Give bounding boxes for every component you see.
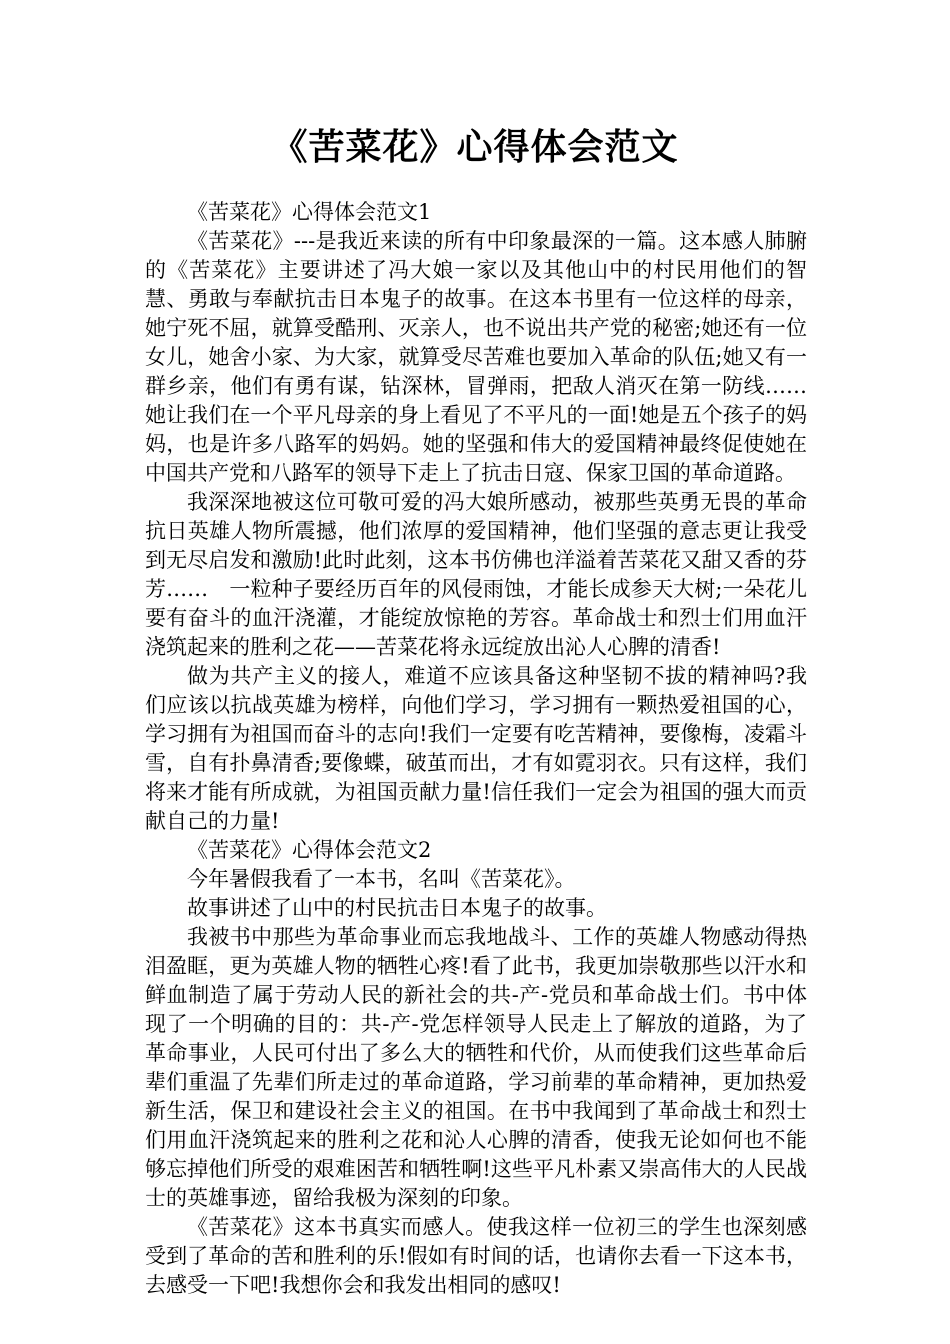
body-paragraph: 今年暑假我看了一本书，名叫《苦菜花》。 [187,867,576,891]
page-title: 《苦菜花》心得体会范文 [271,127,679,168]
body-paragraph: 故事讲述了山中的村民抗击日本鬼子的故事。 [187,896,607,920]
body-paragraph: 我被书中那些为革命事业而忘我地战斗、工作的英雄人物感动得热泪盈眶，更为英雄人物的牺牲心疼!看了此书，我更加崇敬那些以汗水和鲜血制造了属于劳动人民的新社会的共-产-党员和革命战士们。书中体现了一个明确的目的：共-产-党怎样领导人民走上了解放的道路，为了革命事业，人民可付出了多么大的牺牲和代价，从而使我们这些革命后辈们重温了先辈们所走过的革命道路，学习前辈的革命精神，更加热爱新生活，保卫和建设社会主义的祖国。在书中我闻到了革命战士和烈士们用血汗浇筑起来的胜利之花和沁人心脾的清香，使我无论如何也不能够忘掉他们所受的艰难困苦和牺牲啊!这些平凡朴素又崇高伟大的人民战士的英雄事迹，留给我极为深刻的印象。 [145,925,807,1210]
body-paragraph: 《苦菜花》这本书真实而感人。使我这样一位初三的学生也深刻感受到了革命的苦和胜利的乐!假如有时间的话，也请你去看一下这本书，去感受一下吧!我想你会和我发出相同的感叹! [145,1215,807,1297]
section-heading-1: 《苦菜花》心得体会范文1 [187,200,432,224]
body-paragraph: 做为共产主义的接人，难道不应该具备这种坚韧不拔的精神吗?我们应该以抗战英雄为榜样，向他们学习，学习拥有一颗热爱祖国的心，学习拥有为祖国而奋斗的志向!我们一定要有吃苦精神，要像梅，凌霜斗雪，自有扑鼻清香;要像蝶，破茧而出，才有如霓羽衣。只有这样，我们将来才能有所成就，为祖国贡献力量!信任我们一定会为祖国的强大而贡献自己的力量! [145,664,807,833]
body-paragraph: 《苦菜花》---是我近来读的所有中印象最深的一篇。这本感人肺腑的《苦菜花》主要讲述了冯大娘一家以及其他山中的村民用他们的智慧、勇敢与奉献抗击日本鬼子的故事。在这本书里有一位这样的母亲，她宁死不屈，就算受酷刑、灭亲人，也不说出共产党的秘密;她还有一位女儿，她舍小家、为大家，就算受尽苦难也要加入革命的队伍;她又有一群乡亲，他们有勇有谋，钻深林，冒弹雨，把敌人消灭在第一防线……她让我们在一个平凡母亲的身上看见了不平凡的一面!她是五个孩子的妈妈，也是许多八路军的妈妈。她的坚强和伟大的爱国精神最终促使她在中国共产党和八路军的领导下走上了抗击日寇、保家卫国的革命道路。 [145,229,807,485]
body-paragraph: 我深深地被这位可敬可爱的冯大娘所感动，被那些英勇无畏的革命抗日英雄人物所震撼，他们浓厚的爱国精神，他们坚强的意志更让我受到无尽启发和激励!此时此刻，这本书仿佛也洋溢着苦菜花又甜又香的芬芳…… 一粒种子要经历百年的风侵雨蚀，才能长成参天大树;一朵花儿要有奋斗的血汗浇灌，才能绽放惊艳的芳容。革命战士和烈士们用血汗浇筑起来的胜利之花——苦菜花将永远绽放出沁人心脾的清香! [145,490,807,659]
section-heading-2: 《苦菜花》心得体会范文2 [187,838,432,862]
document-body [145,198,807,1300]
